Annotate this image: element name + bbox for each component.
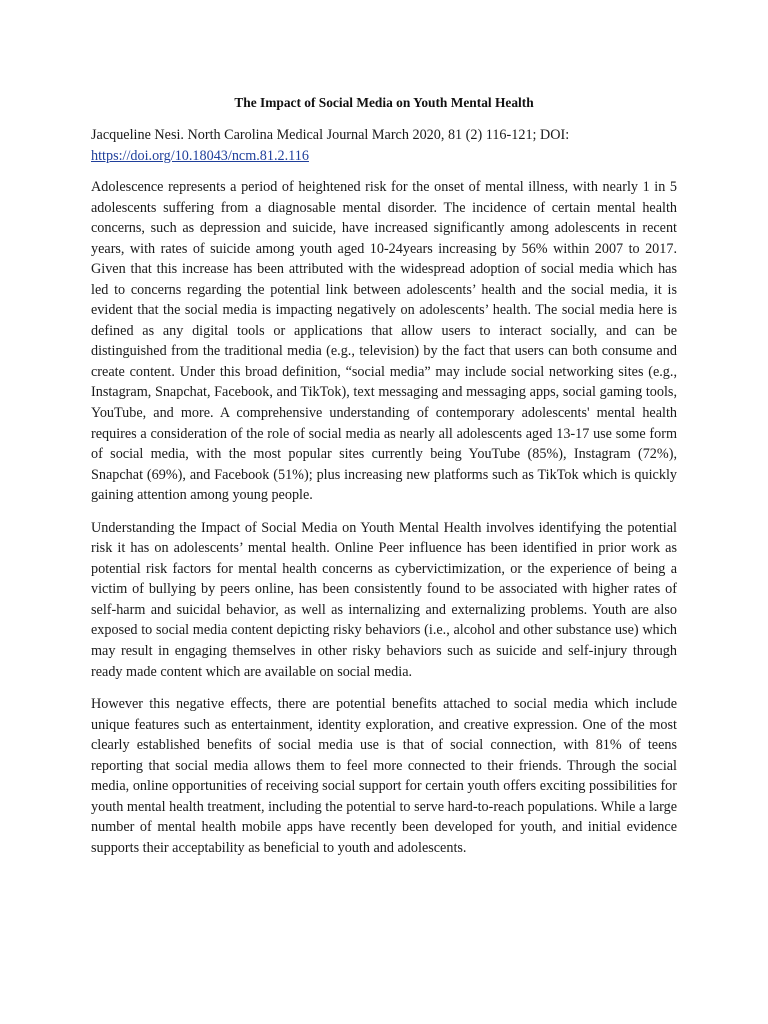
citation-text: Jacqueline Nesi. North Carolina Medical Journal March 2020, 81 (2) 116-121; DOI: [91,127,570,143]
paragraph-2: Understanding the Impact of Social Media on Youth Mental Health involves identifying the potential risk it has on adolescents’ mental health. Online Peer influence has been identified in prior work as potential risk factors for mental health concerns as cybervictimization, or the experience of being a victim of bullying by peers online, has been consistently found to be associated with higher rates of self-harm and suicidal behavior, as well as internalizing and externalizing problems. Youth are also exposed to social media content depicting risky behaviors (i.e., alcohol and other substance use) which may result in engaging themselves in other risky behaviors such as suicide and self-injury through ready made content which are available on social media. [91,519,677,680]
document-page [91,0,677,859]
paragraph-1: Adolescence represents a period of heightened risk for the onset of mental illness, with nearly 1 in 5 adolescents suffering from a diagnosable mental disorder. The incidence of certain mental health concerns, such as depression and suicide, have increased significantly among adolescents in recent years, with rates of suicide among youth aged 10-24years increasing by 56% within 2007 to 2017. Given that this increase has been attributed with the widespread adoption of social media which has led to concerns regarding the potential link between adolescents’ health and the social media, it is evident that the social media is impacting negatively on adolescents’ health. The social media here is defined as any digital tools or applications that allow users to interact socially, and can be distinguished from the traditional media (e.g., television) by the fact that users can both consume and create content. Under this broad definition, “social media” may include social networking sites (e.g., Instagram, Snapchat, Facebook, and TikTok), text messaging and messaging apps, social gaming tools, YouTube, and more. A comprehensive understanding of contemporary adolescents' mental health requires a consideration of the role of social media as nearly all adolescents aged 13-17 use some form of social media, with the most popular sites currently being YouTube (85%), Instagram (72%), Snapchat (69%), and Facebook (51%); plus increasing new platforms such as TikTok which is quickly gaining attention among young people. [91,179,677,504]
paragraph-3: However this negative effects, there are potential benefits attached to social media which include unique features such as entertainment, identity exploration, and creative expression. One of the most clearly established benefits of social media use is that of social connection, with 81% of teens reporting that social media allows them to feel more connected to their friends. Through the social media, online opportunities of receiving social support for certain youth offers exciting possibilities for youth mental health treatment, including the potential to serve hard-to-reach populations. While a large number of mental health mobile apps have recently been developed for youth, and initial evidence supports their acceptability as beneficial to youth and adolescents. [91,696,677,856]
document-title: The Impact of Social Media on Youth Mental Health [234,95,534,110]
doi-link[interactable]: https://doi.org/10.18043/ncm.81.2.116 [91,147,309,164]
citation [91,125,677,166]
